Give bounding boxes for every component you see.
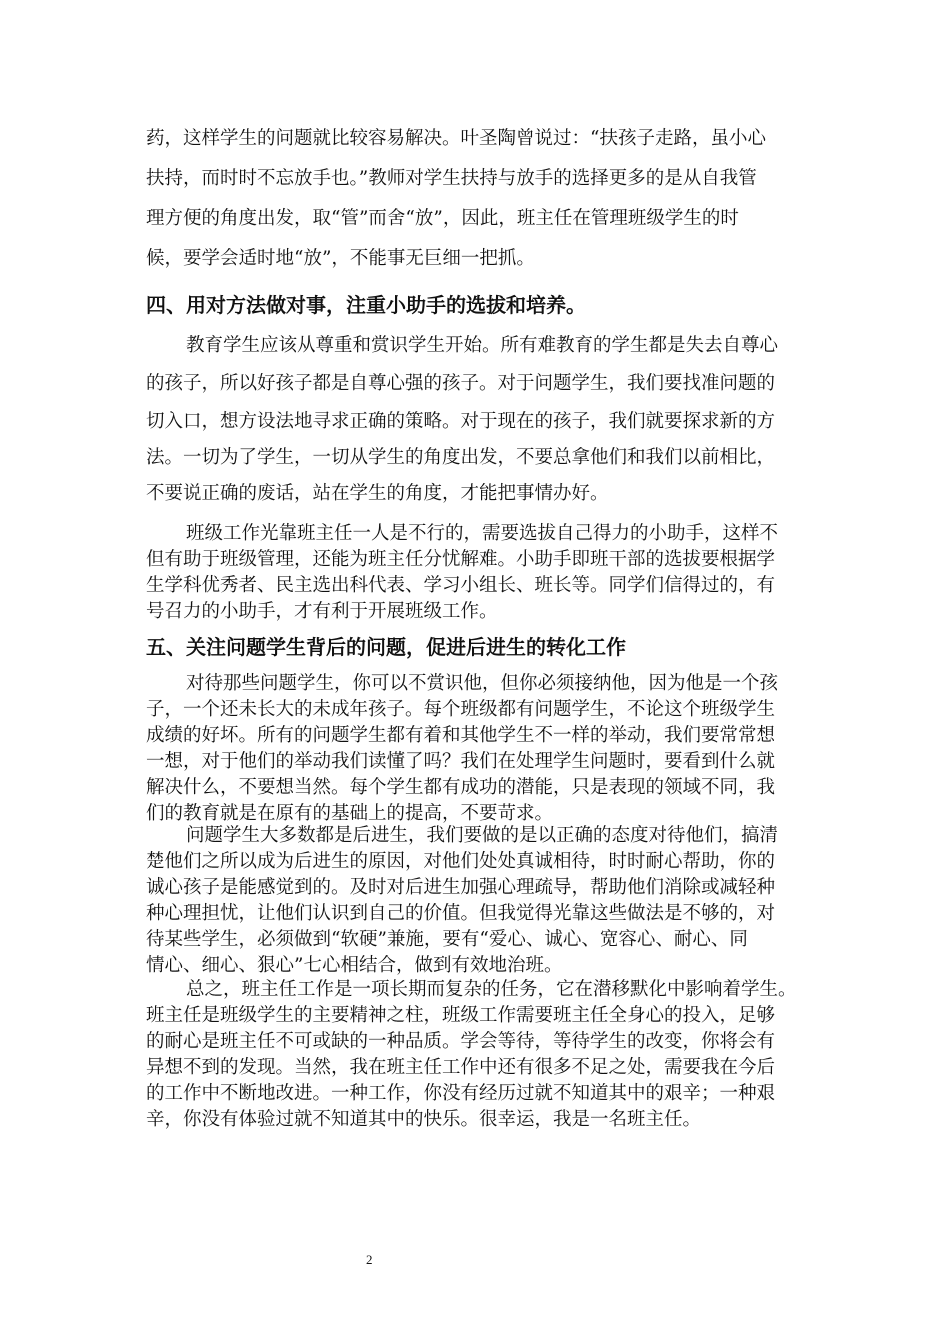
paragraph-line: 待某些学生，必须做到“软硬”兼施，要有“爱心、诚心、宽容心、耐心、同 [146, 929, 748, 950]
paragraph-line: 总之，班主任工作是一项长期而复杂的任务，它在潜移默化中影响着学生。 [186, 979, 797, 1000]
paragraph-line: 理方便的角度出发，取“管”而舍“放”，因此，班主任在管理班级学生的时 [146, 208, 739, 229]
paragraph-line: 子，一个还未长大的未成年孩子。每个班级都有问题学生，不论这个班级学生 [146, 699, 776, 720]
paragraph-line: 的工作中不断地改进。一种工作，你没有经历过就不知道其中的艰辛；一种艰 [146, 1083, 776, 1104]
paragraph-line: 辛，你没有体验过就不知道其中的快乐。很幸运，我是一名班主任。 [146, 1109, 702, 1130]
paragraph-line: 诚心孩子是能感觉到的。及时对后进生加强心理疏导，帮助他们消除或减轻种 [146, 877, 776, 898]
paragraph-line: 情心、细心、狠心”七心相结合，做到有效地治班。 [146, 955, 563, 976]
paragraph-line: 对待那些问题学生，你可以不赏识他，但你必须接纳他，因为他是一个孩 [186, 673, 779, 694]
paragraph-line: 号召力的小助手，才有利于开展班级工作。 [146, 601, 498, 622]
paragraph-line: 班级工作光靠班主任一人是不行的，需要选拔自己得力的小助手，这样不 [186, 523, 779, 544]
paragraph-line: 成绩的好坏。所有的问题学生都有着和其他学生不一样的举动，我们要常常想 [146, 725, 776, 746]
paragraph-line: 班主任是班级学生的主要精神之柱，班级工作需要班主任全身心的投入，足够 [146, 1005, 776, 1026]
paragraph-line: 生学科优秀者、民主选出科代表、学习小组长、班长等。同学们信得过的，有 [146, 575, 776, 596]
paragraph-line: 扶持，而时时不忘放手也。”教师对学生扶持与放手的选择更多的是从自我管 [146, 168, 757, 189]
paragraph-line: 楚他们之所以成为后进生的原因，对他们处处真诚相待，时时耐心帮助，你的 [146, 851, 776, 872]
page-number: 2 [366, 1252, 373, 1267]
paragraph-line: 异想不到的发现。当然，我在班主任工作中还有很多不足之处，需要我在今后 [146, 1057, 776, 1078]
paragraph-line: 但有助于班级管理，还能为班主任分忧解难。小助手即班干部的选拔要根据学 [146, 549, 776, 570]
paragraph-line: 药，这样学生的问题就比较容易解决。叶圣陶曾说过：“扶孩子走路，虽小心 [146, 128, 766, 149]
paragraph-line: 的耐心是班主任不可或缺的一种品质。学会等待，等待学生的改变，你将会有 [146, 1031, 776, 1052]
paragraph-line: 解决什么，不要想当然。每个学生都有成功的潜能，只是表现的领域不同，我 [146, 777, 776, 798]
paragraph-line: 法。一切为了学生，一切从学生的角度出发，不要总拿他们和我们以前相比， [146, 447, 776, 468]
section-heading-4: 四、用对方法做对事，注重小助手的选拔和培养。 [146, 293, 586, 317]
paragraph-line: 们的教育就是在原有的基础上的提高，不要苛求。 [146, 803, 554, 824]
paragraph-line: 一想，对于他们的举动我们读懂了吗？我们在处理学生问题时，要看到什么就 [146, 751, 776, 772]
paragraph-line: 教育学生应该从尊重和赏识学生开始。所有难教育的学生都是失去自尊心 [186, 335, 779, 356]
paragraph-line: 问题学生大多数都是后进生，我们要做的是以正确的态度对待他们，搞清 [186, 825, 779, 846]
section-heading-5: 五、关注问题学生背后的问题，促进后进生的转化工作 [146, 635, 626, 659]
paragraph-line: 的孩子，所以好孩子都是自尊心强的孩子。对于问题学生，我们要找准问题的 [146, 373, 776, 394]
paragraph-line: 切入口，想方设法地寻求正确的策略。对于现在的孩子，我们就要探求新的方 [146, 411, 776, 432]
paragraph-line: 种心理担忧，让他们认识到自己的价值。但我觉得光靠这些做法是不够的，对 [146, 903, 776, 924]
paragraph-line: 候，要学会适时地“放”，不能事无巨细一把抓。 [146, 248, 535, 269]
paragraph-line: 不要说正确的废话，站在学生的角度，才能把事情办好。 [146, 483, 609, 504]
